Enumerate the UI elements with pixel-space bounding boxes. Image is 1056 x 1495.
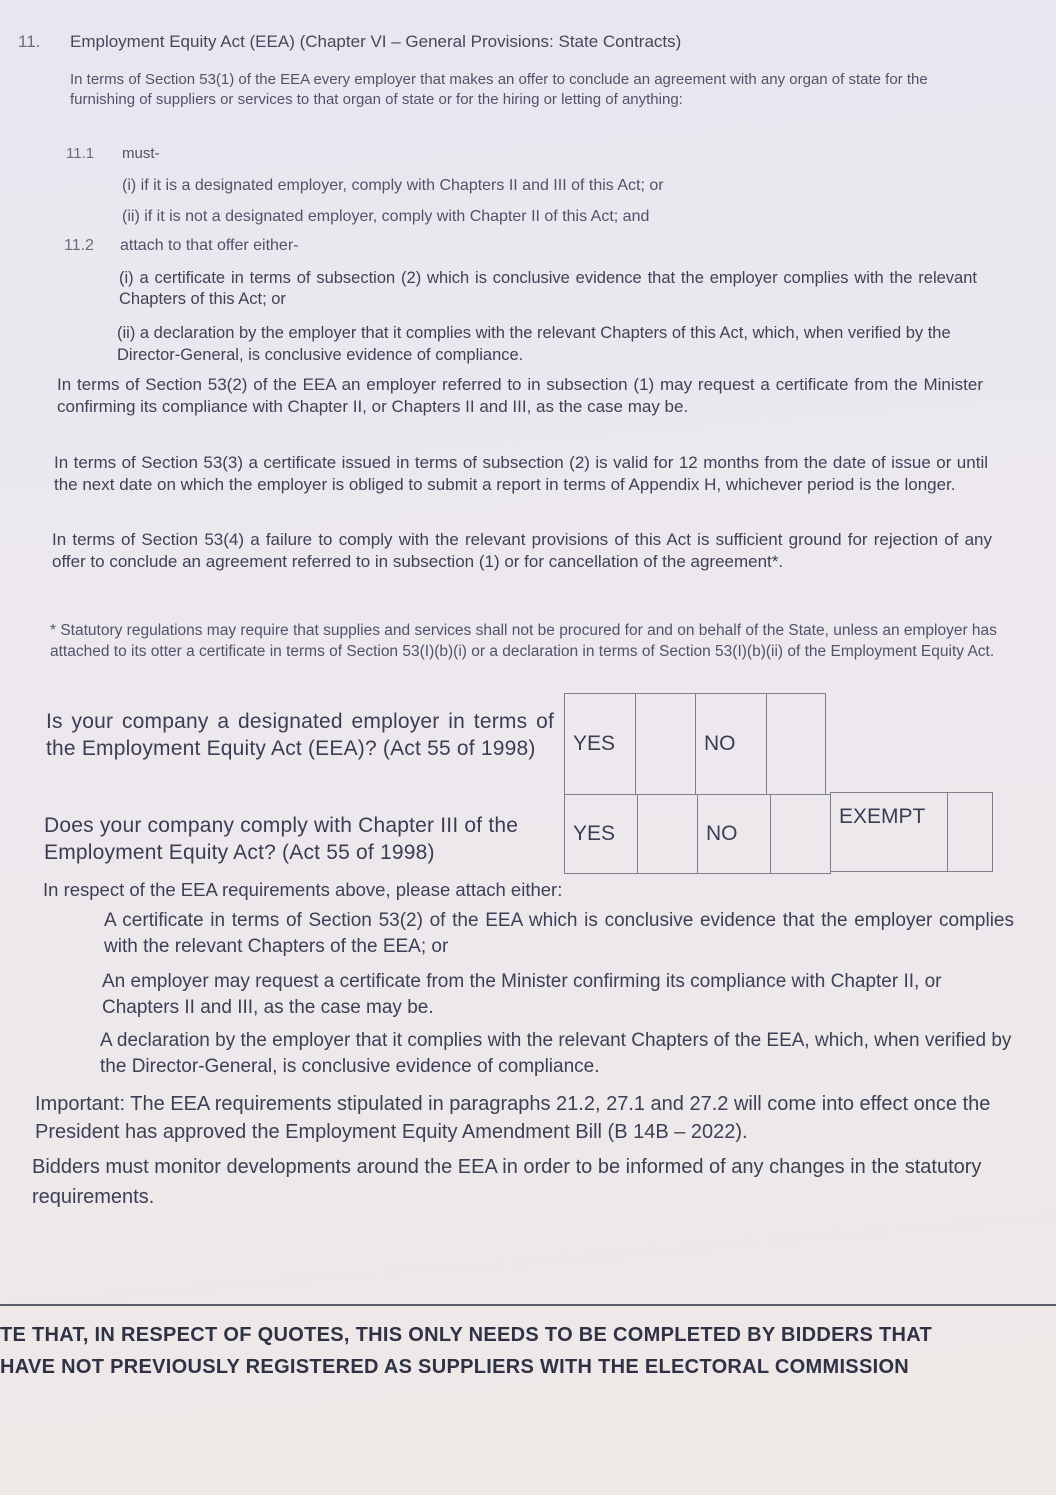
bidders-note: Bidders must monitor developments around the EEA in order to be informed of any changes in the statutory requirements. [32,1156,982,1208]
question-chapter-iii: Does your company comply with Chapter III of the Employment Equity Act? (Act 55 of 1998) [44,814,519,864]
q2-exempt-checkbox[interactable] [947,792,993,872]
item-11-1-ii: (ii) if it is not a designated employer, comply with Chapter II of this Act; and [122,208,650,225]
q1-yes-checkbox[interactable] [635,693,696,795]
footer-divider [0,1304,1056,1306]
item-label: must- [122,145,160,162]
item-11-2-i: (i) a certificate in terms of subsection (2) which is conclusive evidence that the employer complies with the relevant Chapters of this Act; or [119,269,977,308]
item-11-2 [64,236,564,256]
item-11-1 [66,144,466,164]
attach-item-declaration: A declaration by the employer that it complies with the relevant Chapters of the EEA, which, when verified by the Director-General, is conclusive evidence of compliance. [100,1030,1012,1077]
section-heading [18,32,1038,52]
paragraph-53-4: In terms of Section 53(4) a failure to comply with the relevant provisions of this Act is sufficient ground for rejection of any offer to conclude an agreement referred to in subsection (1) or for cancellation of the agreement*. [52,530,992,571]
attach-lead: In respect of the EEA requirements above, please attach either: [43,879,563,900]
q1-no-label: NO [695,693,767,795]
footer-line-1: TE THAT, IN RESPECT OF QUOTES, THIS ONLY NEEDS TO BE COMPLETED BY BIDDERS THAT [0,1324,933,1346]
section-title: Employment Equity Act (EEA) (Chapter VI – General Provisions: State Contracts) [70,32,682,51]
item-11-1-i: (i) if it is a designated employer, comply with Chapters II and III of this Act; or [122,177,664,194]
question-designated-employer: Is your company a designated employer in terms of the Employment Equity Act (EEA)? (Act 55 of 1998) [46,710,554,760]
item-label: attach to that offer either- [120,237,299,254]
paragraph-53-3: In terms of Section 53(3) a certificate issued in terms of subsection (2) is valid for 12 months from the date of issue or until the next date on which the employer is obliged to submit a report in terms of Appendix H, whichever period is the longer. [54,453,988,494]
q2-yes-label: YES [564,794,638,874]
q2-no-label: NO [697,794,771,874]
attach-item-certificate: A certificate in terms of Section 53(2) of the EEA which is conclusive evidence that the employer complies with the relevant Chapters of the EEA; or [104,910,1014,957]
item-number: 11.1 [66,145,95,162]
item-11-2-ii: (ii) a declaration by the employer that it complies with the relevant Chapters of this Act, which, when verified by the Director-General, is conclusive evidence of compliance. [117,324,951,364]
q2-exempt-label: EXEMPT [830,792,948,872]
section-intro: In terms of Section 53(1) of the EEA every employer that makes an offer to conclude an agreement with any organ of state for the furnishing of suppliers or services to that organ of state or for the hiring or letting of anything: [70,71,928,108]
section-number: 11. [18,32,41,51]
q1-yes-label: YES [564,693,636,795]
q2-no-checkbox[interactable] [770,794,831,874]
footer-line-2: HAVE NOT PREVIOUSLY REGISTERED AS SUPPLIERS WITH THE ELECTORAL COMMISSION [0,1356,910,1378]
q1-no-checkbox[interactable] [766,693,826,795]
important-note: Important: The EEA requirements stipulated in paragraphs 21.2, 27.1 and 27.2 will come into effect once the President has approved the Employment Equity Amendment Bill (B 14B – 2022). [35,1093,991,1143]
attach-item-request: An employer may request a certificate from the Minister confirming its compliance with Chapter II, or Chapters II and III, as the case may be. [102,971,942,1018]
paragraph-53-2: In terms of Section 53(2) of the EEA an employer referred to in subsection (1) may request a certificate from the Minister confirming its compliance with Chapter II, or Chapters II and III, as the case may be. [57,375,983,416]
q2-yes-checkbox[interactable] [637,794,698,874]
footnote: * Statutory regulations may require that supplies and services shall not be procured for and on behalf of the State, unless an employer has attached to its otter a certificate in terms of Section 53(I)(b)(i) or a declaration in terms of Section 53(I)(b)(ii) of the Employment Equity Act. [50,622,997,660]
item-number: 11.2 [64,237,94,254]
